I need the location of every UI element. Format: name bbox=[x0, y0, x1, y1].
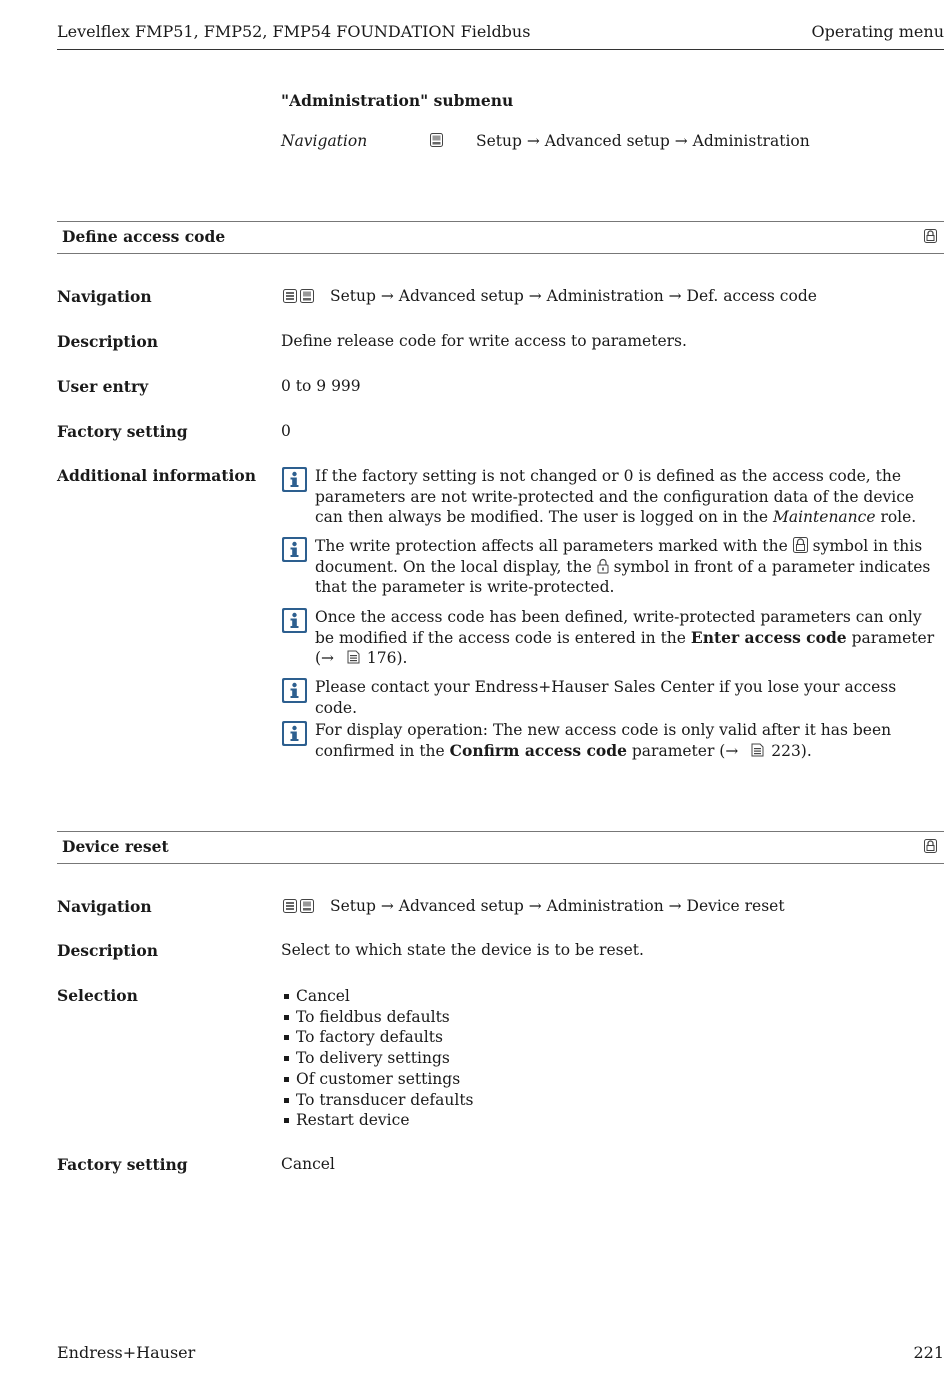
list-item: To factory defaults bbox=[281, 1027, 474, 1048]
footer-company: Endress+Hauser bbox=[57, 1343, 196, 1362]
navigation-label: Navigation bbox=[57, 897, 152, 916]
section-title: Device reset bbox=[62, 837, 169, 856]
info-note bbox=[281, 607, 941, 669]
info1-text-b: role. bbox=[880, 508, 917, 527]
factory-setting-value: Cancel bbox=[281, 1155, 335, 1173]
selection-label: Selection bbox=[57, 986, 138, 1005]
info1-text-a: If the factory setting is not changed or 0 is defined as the access code, the parameters are not write-protected and the configuration data of the device can then always be modified. The user is logged on in the bbox=[315, 467, 915, 527]
section-title: Define access code bbox=[62, 227, 226, 246]
header-rule bbox=[57, 49, 944, 50]
info-note bbox=[281, 536, 941, 598]
factory-setting-value: 0 bbox=[281, 422, 291, 440]
description-label: Description bbox=[57, 332, 159, 351]
confirm-access-code-param: Confirm access code bbox=[449, 740, 627, 760]
section-header-device-reset bbox=[57, 831, 944, 864]
info2-text-b: symbol in this document. On the local display, the bbox=[315, 537, 923, 576]
header-section: Operating menu bbox=[811, 22, 944, 41]
page-ref-icon bbox=[347, 650, 360, 664]
info1-role: Maintenance bbox=[772, 508, 876, 527]
page-ref-link[interactable]: 176). bbox=[366, 649, 408, 668]
enter-access-code-param: Enter access code bbox=[690, 627, 847, 647]
nav-icons bbox=[283, 289, 315, 303]
list-item: To fieldbus defaults bbox=[281, 1007, 474, 1028]
info3-text-b: parameter (→ bbox=[315, 628, 935, 668]
nav-icons bbox=[283, 899, 315, 913]
info-note bbox=[281, 466, 941, 528]
info4-text: Please contact your Endress+Hauser Sales Center if you lose your access code. bbox=[315, 678, 897, 717]
list-item: To transducer defaults bbox=[281, 1090, 474, 1111]
factory-setting-label: Factory setting bbox=[57, 422, 188, 441]
selection-list bbox=[281, 986, 474, 1131]
write-protect-lock-icon bbox=[793, 537, 808, 553]
navigation-path: Setup → Advanced setup → Administration → Device reset bbox=[330, 897, 785, 915]
submenu-nav-path: Setup → Advanced setup → Administration bbox=[476, 132, 810, 150]
submenu-title: "Administration" submenu bbox=[281, 91, 514, 110]
list-item: Cancel bbox=[281, 986, 474, 1007]
info2-text-c: symbol in front of a parameter indicates that the parameter is write-protected. bbox=[315, 557, 931, 597]
info5-text-a: For display operation: The new access code is only valid after it has been confirmed in the bbox=[315, 721, 892, 760]
lock-icon bbox=[924, 229, 937, 243]
description-value: Define release code for write access to parameters. bbox=[281, 332, 687, 350]
page-ref-icon bbox=[751, 743, 764, 757]
lock-icon bbox=[924, 839, 937, 853]
info5-text-b: parameter (→ bbox=[631, 741, 739, 760]
section-header-define-access-code bbox=[57, 221, 944, 254]
info-icon bbox=[281, 536, 308, 563]
info-icon bbox=[281, 720, 308, 747]
display-icon bbox=[430, 133, 443, 147]
info3-text-a: Once the access code has been defined, write-protected parameters can only be modified if the access code is entered in the bbox=[315, 608, 922, 647]
page-number: 221 bbox=[913, 1343, 944, 1362]
display-lock-icon bbox=[597, 558, 609, 574]
navigation-label: Navigation bbox=[57, 287, 152, 306]
navigation-path: Setup → Advanced setup → Administration → Def. access code bbox=[330, 287, 817, 305]
info-icon bbox=[281, 677, 308, 704]
user-entry-value: 0 to 9 999 bbox=[281, 377, 361, 395]
user-entry-label: User entry bbox=[57, 377, 149, 396]
description-value: Select to which state the device is to be reset. bbox=[281, 941, 644, 959]
submenu-nav-label: Navigation bbox=[281, 132, 368, 150]
info-note bbox=[281, 720, 941, 761]
list-item: To delivery settings bbox=[281, 1048, 474, 1069]
additional-info-label: Additional information bbox=[57, 466, 257, 485]
list-item: Of customer settings bbox=[281, 1069, 474, 1090]
list-item: Restart device bbox=[281, 1110, 474, 1131]
info-note bbox=[281, 677, 941, 718]
info2-text-a: The write protection affects all parameters marked with the bbox=[315, 537, 788, 555]
factory-setting-label: Factory setting bbox=[57, 1155, 188, 1174]
header-doc-title: Levelflex FMP51, FMP52, FMP54 FOUNDATION Fieldbus bbox=[57, 22, 531, 41]
description-label: Description bbox=[57, 941, 159, 960]
info-icon bbox=[281, 466, 308, 493]
info-icon bbox=[281, 607, 308, 634]
page-ref-link[interactable]: 223). bbox=[771, 741, 812, 760]
